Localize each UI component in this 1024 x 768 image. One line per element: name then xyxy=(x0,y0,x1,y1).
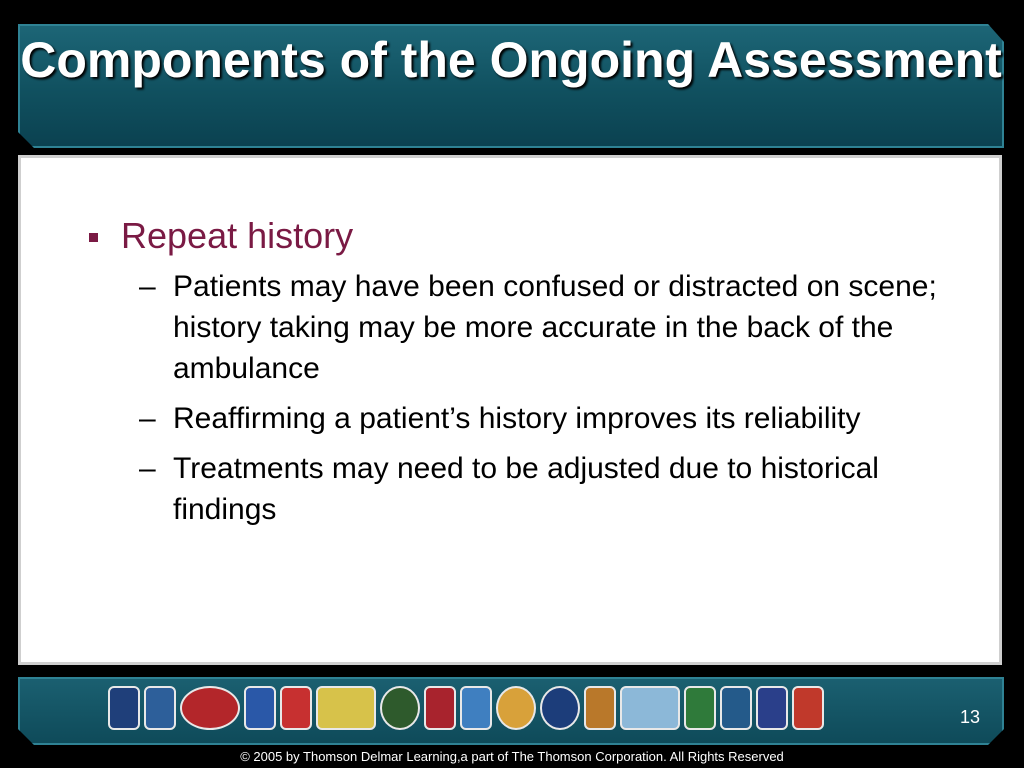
fire-dept-badge-icon xyxy=(540,686,580,730)
ems-shield-icon xyxy=(280,686,312,730)
bullet-level-1 xyxy=(89,214,353,258)
sub-bullet-item xyxy=(139,398,959,439)
sub-bullet-text: Treatments may need to be adjusted due to historical findings xyxy=(173,452,879,526)
dash-bullet-icon: – xyxy=(139,402,156,435)
triangle-patch-icon xyxy=(620,686,680,730)
sub-bullet-list xyxy=(139,266,959,539)
dash-bullet-icon: – xyxy=(139,270,156,303)
square-bullet-icon xyxy=(89,233,98,242)
ems-patch-strip xyxy=(108,686,824,730)
fire-rescue-badge-icon xyxy=(180,686,240,730)
sub-bullet-item xyxy=(139,266,959,389)
slide-title: Components of the Ongoing Assessment xyxy=(20,32,1002,88)
medical-patch-icon xyxy=(424,686,456,730)
bullet-text: Repeat history xyxy=(121,215,354,256)
mountain-ambulance-icon xyxy=(460,686,492,730)
state-map-emblem-icon xyxy=(316,686,376,730)
sub-bullet-text: Patients may have been confused or distracted on scene; history taking may be more accurate in the back of the ambulance xyxy=(173,270,937,385)
star-of-life-icon xyxy=(244,686,276,730)
round-seal-icon xyxy=(496,686,536,730)
dash-bullet-icon: – xyxy=(139,452,156,485)
sub-bullet-text: Reaffirming a patient’s history improves its reliability xyxy=(173,402,861,435)
content-panel xyxy=(18,155,1002,665)
ems-patch-icon xyxy=(108,686,140,730)
sub-bullet-item xyxy=(139,448,959,530)
boston-ems-icon xyxy=(380,686,420,730)
page-number: 13 xyxy=(959,707,980,727)
county-seal-icon xyxy=(720,686,752,730)
middleton-ems-icon xyxy=(684,686,716,730)
copyright-notice: © 2005 by Thomson Delmar Learning,a part of The Thomson Corporation. All Rights Reserved xyxy=(240,749,784,764)
star-shield-icon xyxy=(792,686,824,730)
texas-patch-icon xyxy=(756,686,788,730)
shield-patch-icon xyxy=(584,686,616,730)
county-emblem-icon xyxy=(144,686,176,730)
